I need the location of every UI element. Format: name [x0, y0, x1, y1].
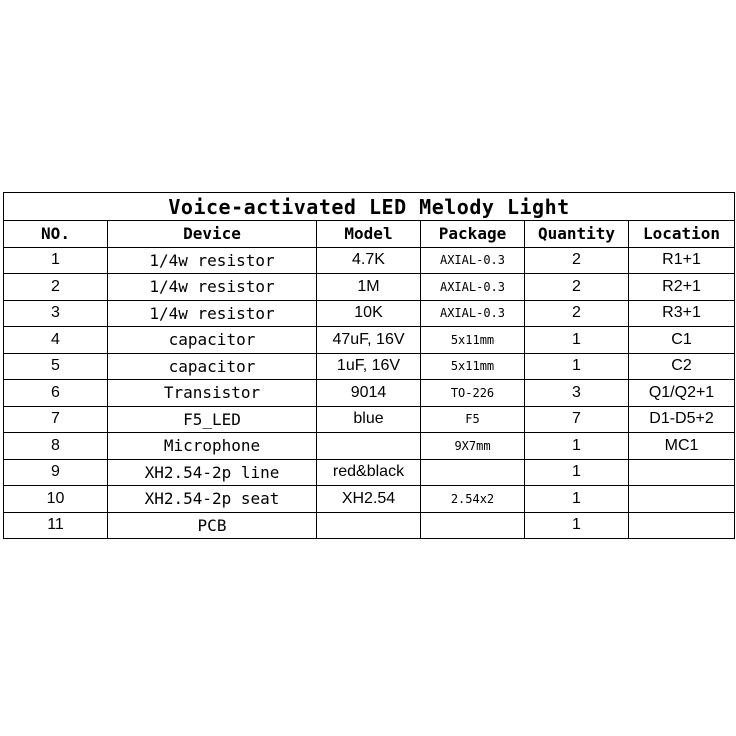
cell-location: D1-D5+2 — [629, 406, 735, 433]
table-row — [4, 300, 735, 327]
table-row — [4, 274, 735, 301]
cell-quantity: 1 — [525, 459, 629, 486]
header-package: Package — [421, 221, 525, 248]
cell-quantity: 1 — [525, 433, 629, 460]
cell-model: 47uF, 16V — [317, 327, 421, 354]
cell-location: C2 — [629, 353, 735, 380]
cell-package — [421, 512, 525, 539]
cell-model: 1M — [317, 274, 421, 301]
cell-no: 7 — [4, 406, 108, 433]
cell-device: XH2.54-2p line — [108, 459, 317, 486]
cell-quantity: 2 — [525, 300, 629, 327]
table-row — [4, 459, 735, 486]
cell-quantity: 3 — [525, 380, 629, 407]
cell-model: red&black — [317, 459, 421, 486]
table-row — [4, 353, 735, 380]
cell-location: Q1/Q2+1 — [629, 380, 735, 407]
cell-device: Microphone — [108, 433, 317, 460]
cell-location — [629, 459, 735, 486]
cell-no: 6 — [4, 380, 108, 407]
cell-model — [317, 433, 421, 460]
cell-quantity: 1 — [525, 512, 629, 539]
cell-device: XH2.54-2p seat — [108, 486, 317, 513]
cell-no: 8 — [4, 433, 108, 460]
cell-no: 10 — [4, 486, 108, 513]
cell-package: F5 — [421, 406, 525, 433]
cell-location: R2+1 — [629, 274, 735, 301]
table-body — [4, 247, 735, 539]
cell-model: XH2.54 — [317, 486, 421, 513]
cell-package — [421, 459, 525, 486]
cell-model: 10K — [317, 300, 421, 327]
cell-no: 5 — [4, 353, 108, 380]
cell-model: 4.7K — [317, 247, 421, 274]
cell-model: 9014 — [317, 380, 421, 407]
table-row — [4, 486, 735, 513]
header-row — [4, 221, 735, 248]
cell-package: 2.54x2 — [421, 486, 525, 513]
cell-package: 5x11mm — [421, 353, 525, 380]
cell-no: 1 — [4, 247, 108, 274]
cell-device: 1/4w resistor — [108, 300, 317, 327]
cell-quantity: 7 — [525, 406, 629, 433]
cell-package: AXIAL-0.3 — [421, 274, 525, 301]
header-device: Device — [108, 221, 317, 248]
table-row — [4, 327, 735, 354]
table-row — [4, 380, 735, 407]
cell-package: AXIAL-0.3 — [421, 247, 525, 274]
cell-package: AXIAL-0.3 — [421, 300, 525, 327]
cell-package: 9X7mm — [421, 433, 525, 460]
cell-model: blue — [317, 406, 421, 433]
cell-package: TO-226 — [421, 380, 525, 407]
cell-no: 3 — [4, 300, 108, 327]
cell-quantity: 2 — [525, 274, 629, 301]
cell-package: 5x11mm — [421, 327, 525, 354]
title-row — [4, 193, 735, 221]
cell-quantity: 1 — [525, 353, 629, 380]
table-row — [4, 433, 735, 460]
cell-no: 4 — [4, 327, 108, 354]
cell-device: PCB — [108, 512, 317, 539]
cell-model: 1uF, 16V — [317, 353, 421, 380]
header-location: Location — [629, 221, 735, 248]
table-row — [4, 406, 735, 433]
cell-location: MC1 — [629, 433, 735, 460]
bill-of-materials-table — [3, 192, 735, 539]
cell-quantity: 2 — [525, 247, 629, 274]
table-row — [4, 247, 735, 274]
cell-location — [629, 486, 735, 513]
cell-device: 1/4w resistor — [108, 247, 317, 274]
table-title: Voice-activated LED Melody Light — [4, 193, 735, 221]
cell-location: C1 — [629, 327, 735, 354]
cell-no: 11 — [4, 512, 108, 539]
header-quantity: Quantity — [525, 221, 629, 248]
header-model: Model — [317, 221, 421, 248]
cell-no: 2 — [4, 274, 108, 301]
cell-location: R3+1 — [629, 300, 735, 327]
cell-location: R1+1 — [629, 247, 735, 274]
cell-device: Transistor — [108, 380, 317, 407]
header-no: NO. — [4, 221, 108, 248]
cell-no: 9 — [4, 459, 108, 486]
cell-device: F5_LED — [108, 406, 317, 433]
cell-quantity: 1 — [525, 327, 629, 354]
cell-quantity: 1 — [525, 486, 629, 513]
table-row — [4, 512, 735, 539]
cell-device: capacitor — [108, 327, 317, 354]
cell-device: 1/4w resistor — [108, 274, 317, 301]
cell-model — [317, 512, 421, 539]
cell-device: capacitor — [108, 353, 317, 380]
cell-location — [629, 512, 735, 539]
